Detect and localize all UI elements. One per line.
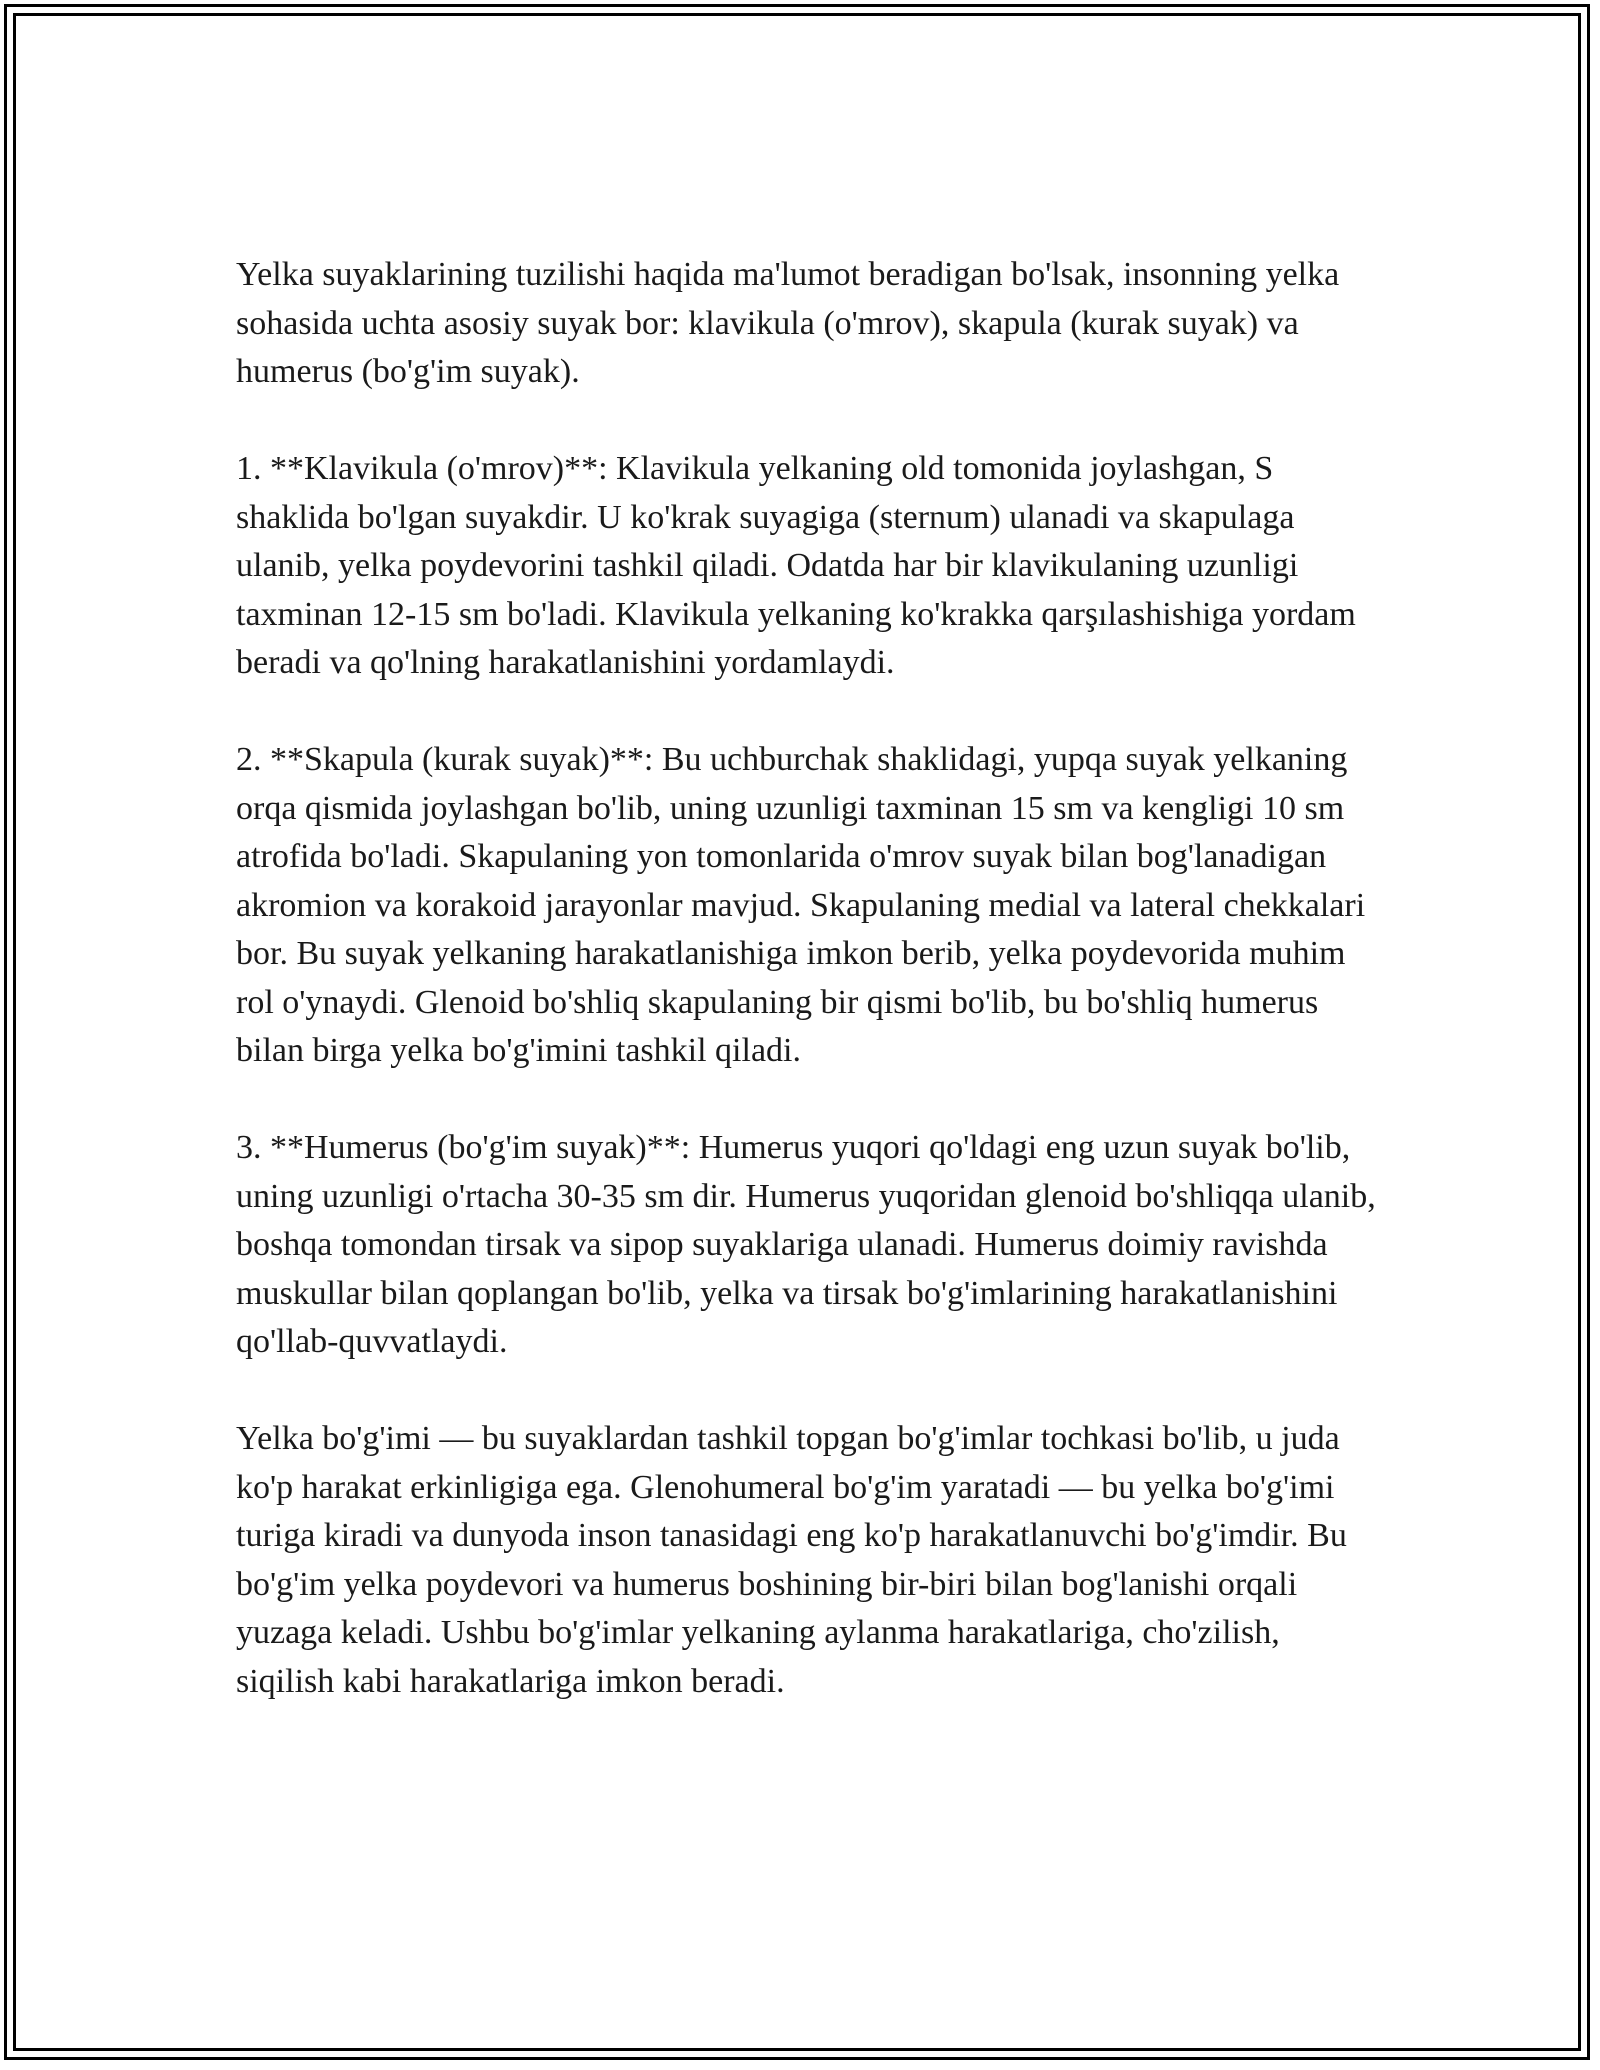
document-body [236, 251, 1376, 1706]
shoulder-joint-paragraph: Yelka bo'g'imi — bu suyaklardan tashkil topgan bo'g'imlar tochkasi bo'lib, u juda ko'p harakat erkinligiga ega. Glenohumeral bo'g'im yaratadi — bu yelka bo'g'imi turiga kiradi va dunyoda inson tanasidagi eng ko'p harakatlanuvchi bo'g'imdir. Bu bo'g'im yelka poydevori va humerus boshining bir-biri bilan bog'lanishi orqali yuzaga keladi. Ushbu bo'g'imlar yelkaning aylanma harakatlariga, cho'zilish, siqilish kabi harakatlariga imkon beradi. [236, 1420, 1347, 1700]
clavicle-paragraph: 1. **Klavikula (o'mrov)**: Klavikula yelkaning old tomonida joylashgan, S shaklida bo'lgan suyakdir. U ko'krak suyagiga (sternum) ulanadi va skapulaga ulanib, yelka poydevorini tashkil qiladi. Odatda har bir klavikulaning uzunligi taxminan 12-15 sm bo'ladi. Klavikula yelkaning ko'krakka qarşılashishiga yordam beradi va qo'lning harakatlanishini yordamlaydi. [236, 450, 1356, 681]
intro-paragraph: Yelka suyaklarining tuzilishi haqida ma'lumot beradigan bo'lsak, insonning yelka sohasida uchta asosiy suyak bor: klavikula (o'mrov), skapula (kurak suyak) va humerus (bo'g'im suyak). [236, 256, 1340, 390]
scapula-paragraph: 2. **Skapula (kurak suyak)**: Bu uchburchak shaklidagi, yupqa suyak yelkaning orqa qismida joylashgan bo'lib, uning uzunligi taxminan 15 sm va kengligi 10 sm atrofida bo'ladi. Skapulaning yon tomonlarida o'mrov suyak bilan bog'lanadigan akromion va korakoid jarayonlar mavjud. Skapulaning medial va lateral chekkalari bor. Bu suyak yelkaning harakatlanishiga imkon berib, yelka poydevorida muhim rol o'ynaydi. Glenoid bo'shliq skapulaning bir qismi bo'lib, bu bo'shliq humerus bilan birga yelka bo'g'imini tashkil qiladi. [236, 741, 1366, 1069]
humerus-paragraph: 3. **Humerus (bo'g'im suyak)**: Humerus yuqori qo'ldagi eng uzun suyak bo'lib, uning uzunligi o'rtacha 30-35 sm dir. Humerus yuqoridan glenoid bo'shliqqa ulanib, boshqa tomondan tirsak va sipop suyaklariga ulanadi. Humerus doimiy ravishda muskullar bilan qoplangan bo'lib, yelka va tirsak bo'g'imlarining harakatlanishini qo'llab-quvvatlaydi. [236, 1129, 1376, 1360]
